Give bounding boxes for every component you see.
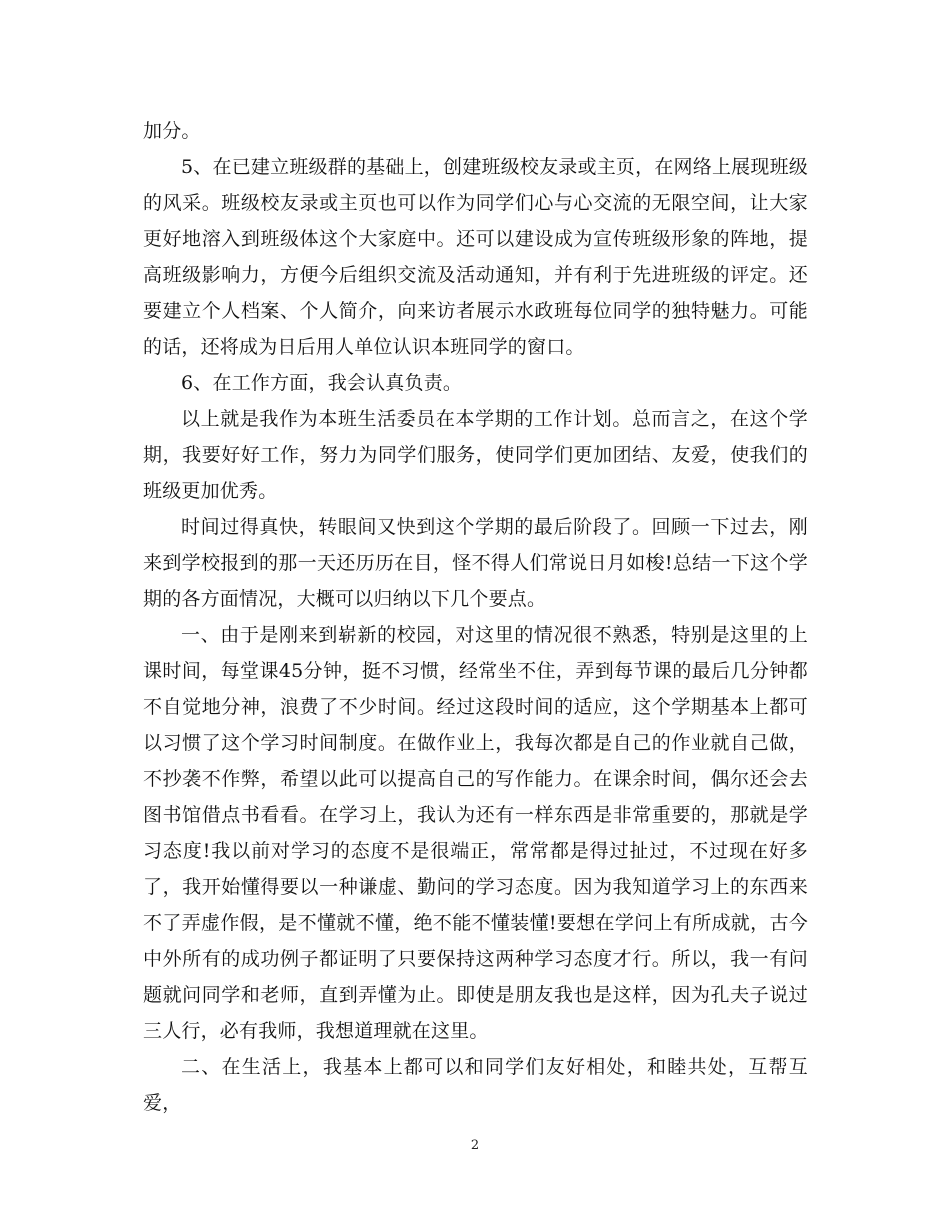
paragraph-3: 6、在工作方面，我会认真负责。: [181, 372, 463, 394]
paragraph-1: 加分。: [143, 120, 201, 142]
paragraph-2: 5、在已建立班级群的基础上，创建班级校友录或主页，在网络上展现班级的风采。班级校友录或主页也可以作为同学们心与心交流的无限空间，让大家更好地溶入到班级体这个大家庭中。还可以建设成为宣传班级形象的阵地，提高班级影响力，方便今后组织交流及活动通知，并有利于先进班级的评定。还要建立个人档案、个人简介，向来访者展示水政班每位同学的独特魅力。可能的话，还将成为日后用人单位认识本班同学的窗口。: [143, 156, 808, 358]
body-text: [143, 113, 808, 1121]
page-number: 2: [470, 1138, 480, 1153]
paragraph-6: 一、由于是刚来到崭新的校园，对这里的情况很不熟悉，特别是这里的上课时间，每堂课45分钟，挺不习惯，经常坐不住，弄到每节课的最后几分钟都不自觉地分神，浪费了不少时间。经过这段时间的适应，这个学期基本上都可以习惯了这个学习时间制度。在做作业上，我每次都是自己的作业就自己做，不抄袭不作弊，希望以此可以提高自己的写作能力。在课余时间，偶尔还会去图书馆借点书看看。在学习上，我认为还有一样东西是非常重要的，那就是学习态度!我以前对学习的态度不是很端正，常常都是得过扯过，不过现在好多了，我开始懂得要以一种谦虚、勤问的学习态度。因为我知道学习上的东西来不了弄虚作假，是不懂就不懂，绝不能不懂装懂!要想在学问上有所成就，古今中外所有的成功例子都证明了只要保持这两种学习态度才行。所以，我一有问题就问同学和老师，直到弄懂为止。即使是朋友我也是这样，因为孔夫子说过三人行，必有我师，我想道理就在这里。: [143, 624, 808, 1042]
paragraph-7: 二、在生活上，我基本上都可以和同学们友好相处，和睦共处，互帮互爱，: [143, 1056, 808, 1114]
paragraph-5: 时间过得真快，转眼间又快到这个学期的最后阶段了。回顾一下过去，刚来到学校报到的那一天还历历在目，怪不得人们常说日月如梭!总结一下这个学期的各方面情况，大概可以归纳以下几个要点。: [143, 516, 808, 610]
paragraph-4: 以上就是我作为本班生活委员在本学期的工作计划。总而言之，在这个学期，我要好好工作，努力为同学们服务，使同学们更加团结、友爱，使我们的班级更加优秀。: [143, 408, 808, 502]
